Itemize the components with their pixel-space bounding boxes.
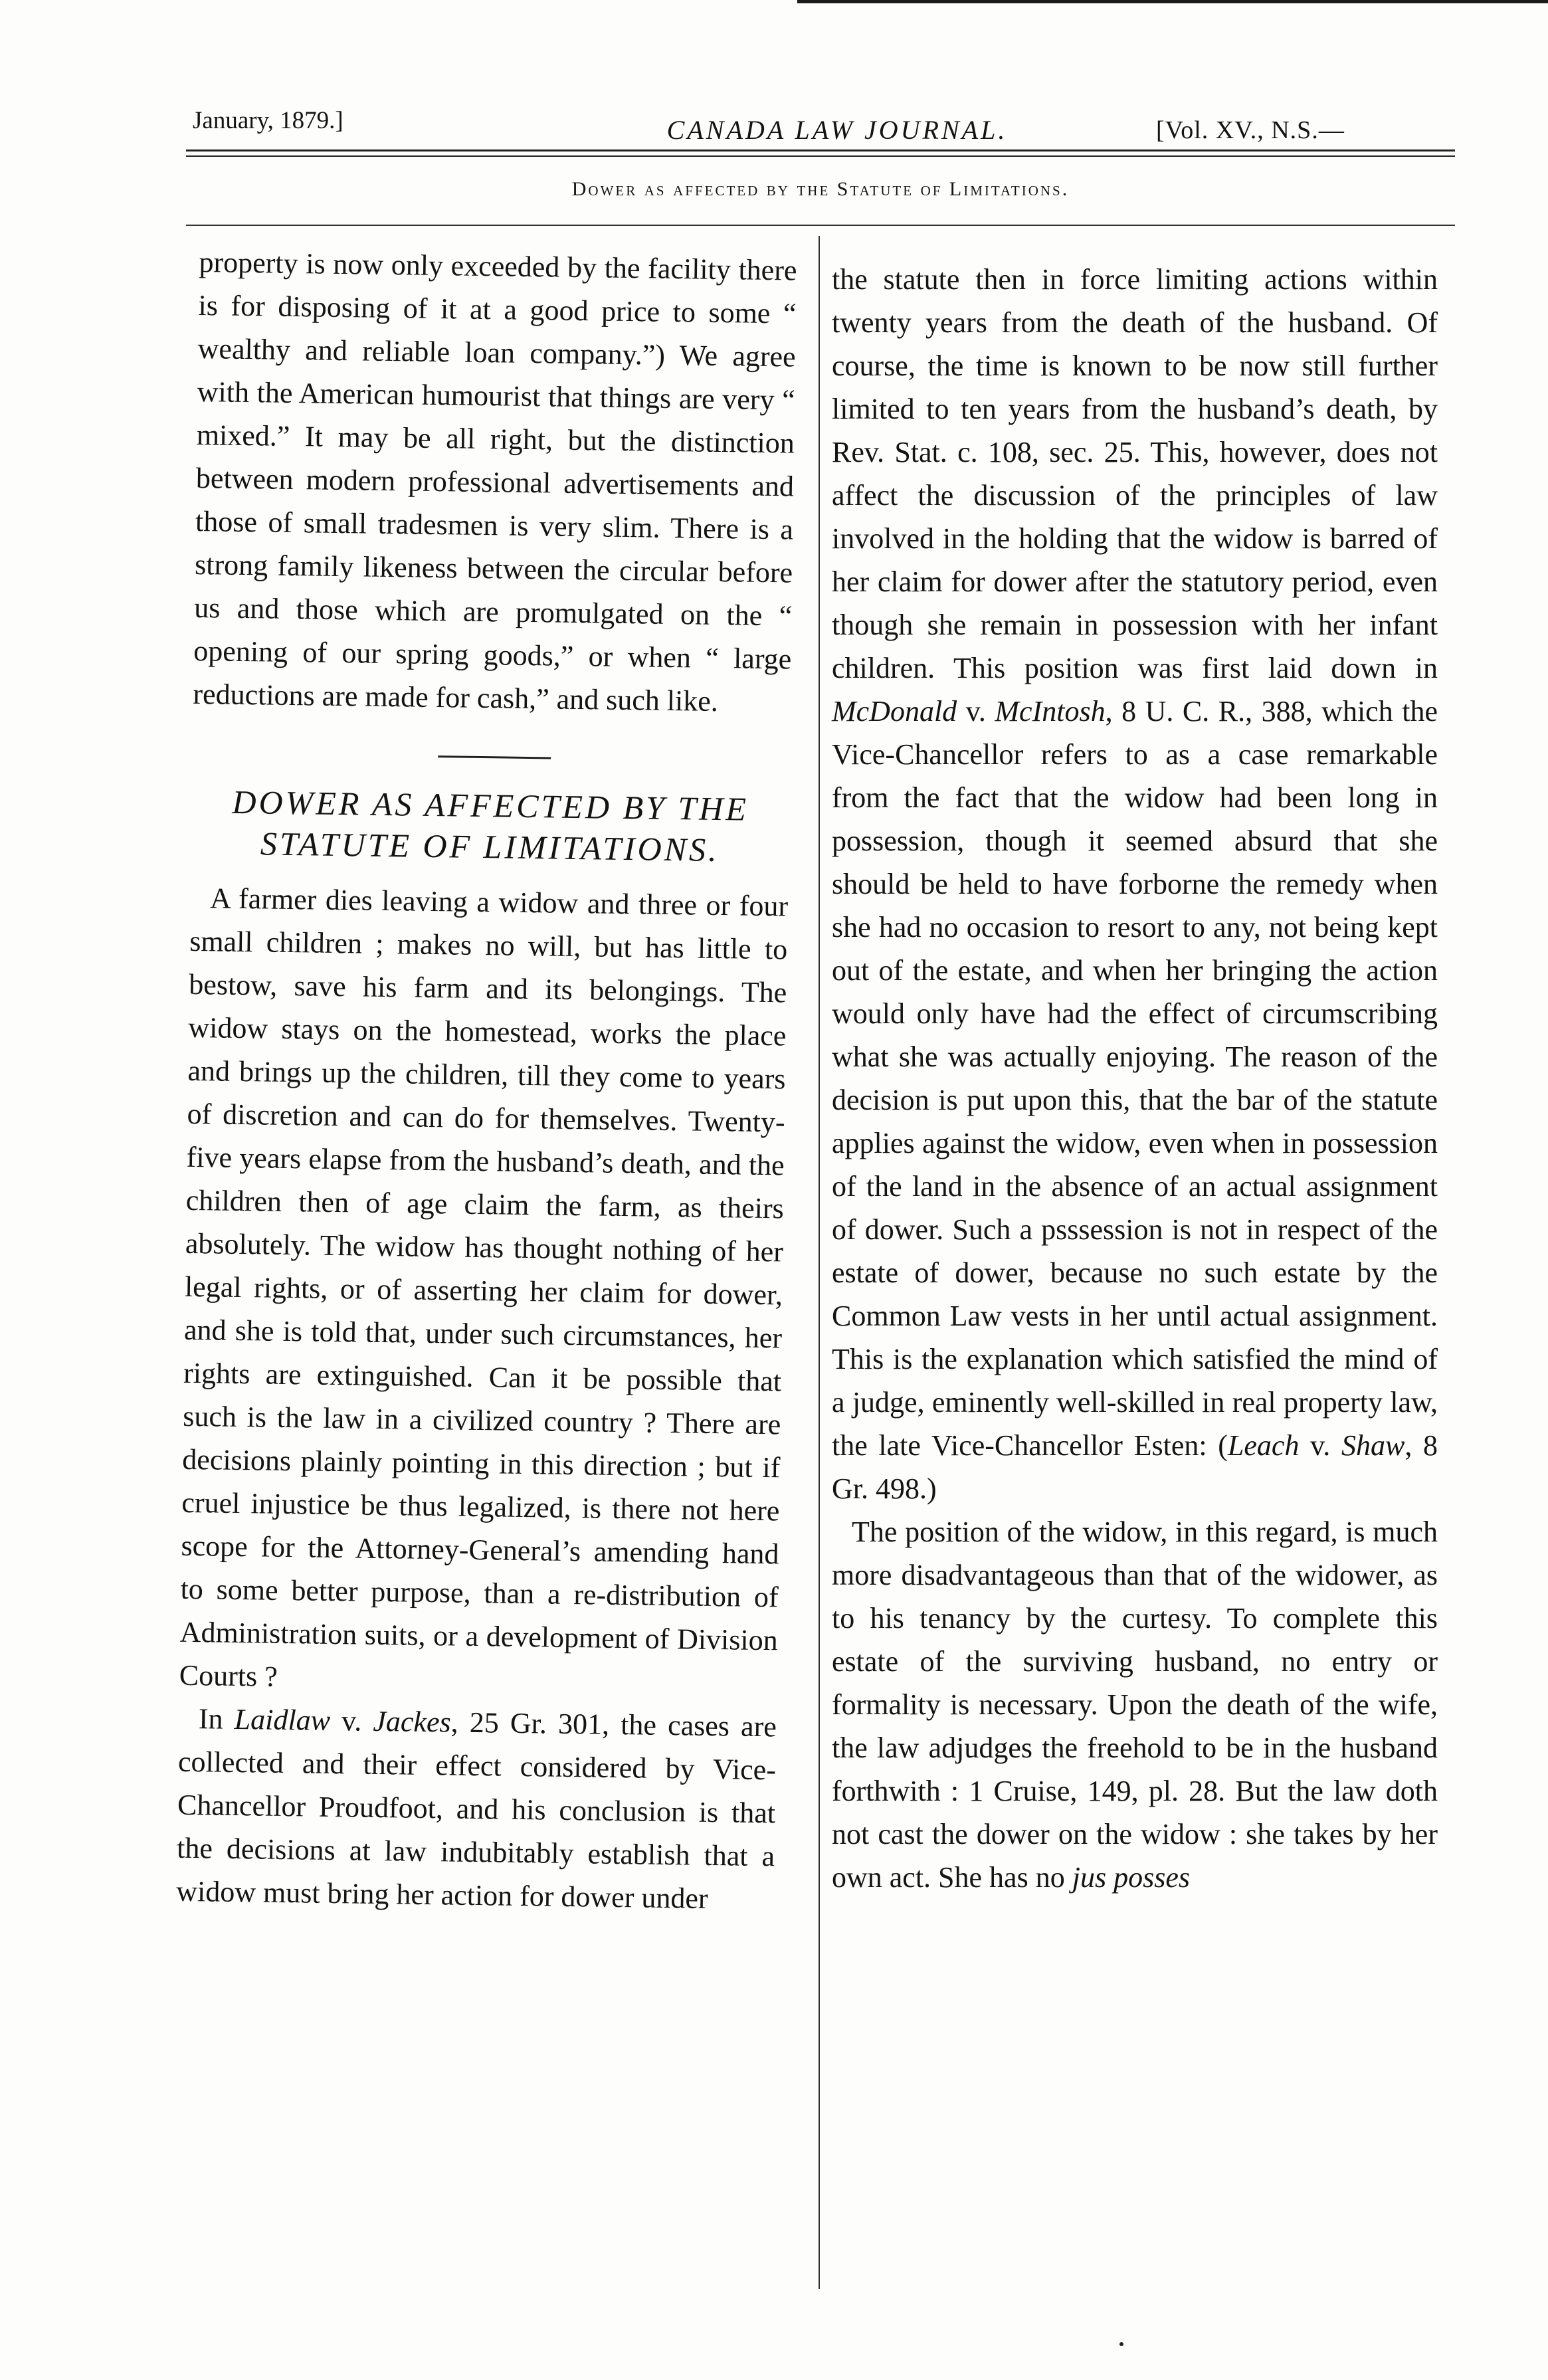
right-paragraph-1 [832, 258, 1438, 1510]
text-run: , 8 U. C. R., 388, which the Vice-Chancellor refers to as a case remarkable from the fact that the widow had been long in possession, though it seemed absurd that she should be held to have forborne the remedy when she had no occasion to resort to any, not being kept out of the estate, and when her bringing the action would only have had the effect of circumscribing what she was actually enjoying. The reason of the decision is put upon this, that the bar of the statute applies against the widow, even when in possession of the land in the absence of an actual assignment of dower. Such a psssession is not in respect of the estate of dower, because no such estate by the Common Law vests in her until actual assignment. This is the explanation which satisfied the mind of a judge, eminently well-skilled in real property law, the late Vice-Chancellor Esten: ( [832, 695, 1438, 1462]
text-run: v. [957, 695, 995, 728]
journal-title: CANADA LAW JOURNAL. [666, 115, 1008, 145]
case-name: Leach [1227, 1429, 1300, 1462]
text-run: v. [1299, 1429, 1341, 1462]
text-run: the statute then in force limiting actions within twenty years from the death of the husband. Of course, the time is known to be now still further limited to ten years from the husband’s death, by Rev. Stat. c. 108, sec. 25. This, however, does not affect the discussion of the principles of law involved in the holding that the widow is barred of her claim for dower after the statutory period, even though she remain in possession with her infant children. This position was first laid down in [832, 263, 1438, 684]
left-column [176, 241, 797, 1921]
left-paragraph-1: property is now only exceeded by the facility there is for disposing of it at a good price to some “ wealthy and reliable loan company.”) We agree with the American humourist that things are very “ mixed.” It may be all right, but the distinction between modern professional advertisements and those of small tradesmen is very slim. There is a strong family likeness between the circular before us and those which are promulgated on the “ opening of our spring goods,” or when “ large reductions are made for cash,” and such like. [193, 245, 797, 718]
latin-phrase: jus posses [1072, 1861, 1190, 1894]
header-rule-top [186, 149, 1455, 151]
running-title: Dower as affected by the Statute of Limitations. [571, 178, 1070, 200]
case-name: Laidlaw [234, 1702, 331, 1737]
print-speck [1119, 2342, 1123, 2346]
header-rule-bottom [186, 155, 1455, 157]
right-column [832, 258, 1438, 1899]
left-paragraph-2: A farmer dies leaving a widow and three or four small children ; makes no will, but has little to bestow, save his farm and its belongings. The widow stays on the homestead, works the place and brings up the children, till they come to years of discretion and can do for themselves. Twenty-five years elapse from the husband’s death, and the children then of age claim the farm, as theirs absolutely. The widow has thought nothing of her legal rights, or of asserting her claim for dower, and she is told that, under such circumstances, her rights are extinguished. Can it be possible that such is the law in a civilized country ? There are decisions plainly pointing in this direction ; but if cruel injustice be thus legalized, is there not here scope for the Attorney-General’s amending hand to some better purpose, than a re-distribution of Administration suits, or a development of Division Courts ? [179, 882, 789, 1693]
section-separator [438, 755, 551, 759]
top-edge-rule [797, 0, 1548, 3]
text-run: , 8 Gr. 498.) [832, 1429, 1438, 1505]
right-paragraph-2 [832, 1510, 1438, 1899]
volume-label: [Vol. XV., N.S.— [1156, 116, 1345, 144]
text-run: The position of the widow, in this regard, is much more disadvantageous than that of the widower, as to his tenancy by the curtesy. To complete this estate of the surviving husband, no entry or formality is necessary. Upon the death of the wife, the law adjudges the freehold to be in the husband forthwith : 1 Cruise, 149, pl. 28. But the law doth not cast the dower on the widow : she takes by her own act. She has no [832, 1516, 1438, 1894]
case-name: Jackes [373, 1704, 452, 1739]
text-run: v. [330, 1704, 373, 1737]
text-run: In [198, 1702, 235, 1735]
header-date: January, 1879.] [193, 107, 343, 134]
case-name: McDonald [832, 695, 957, 728]
running-title-rule [186, 225, 1455, 226]
case-name: Shaw [1341, 1429, 1405, 1462]
article-title: DOWER AS AFFECTED BY THE STATUTE OF LIMITATIONS. [232, 783, 749, 869]
page-header [186, 100, 1462, 146]
text-run: , 25 Gr. 301, the cases are collected and their effect considered by Vice-Chancellor Proudfoot, and his conclusion is that the decisions at law indubitably establish that a widow must bring her action for dower under [175, 1706, 777, 1915]
case-name: McIntosh [995, 695, 1106, 728]
column-divider [819, 236, 820, 2289]
left-paragraph-3 [176, 1697, 777, 1922]
